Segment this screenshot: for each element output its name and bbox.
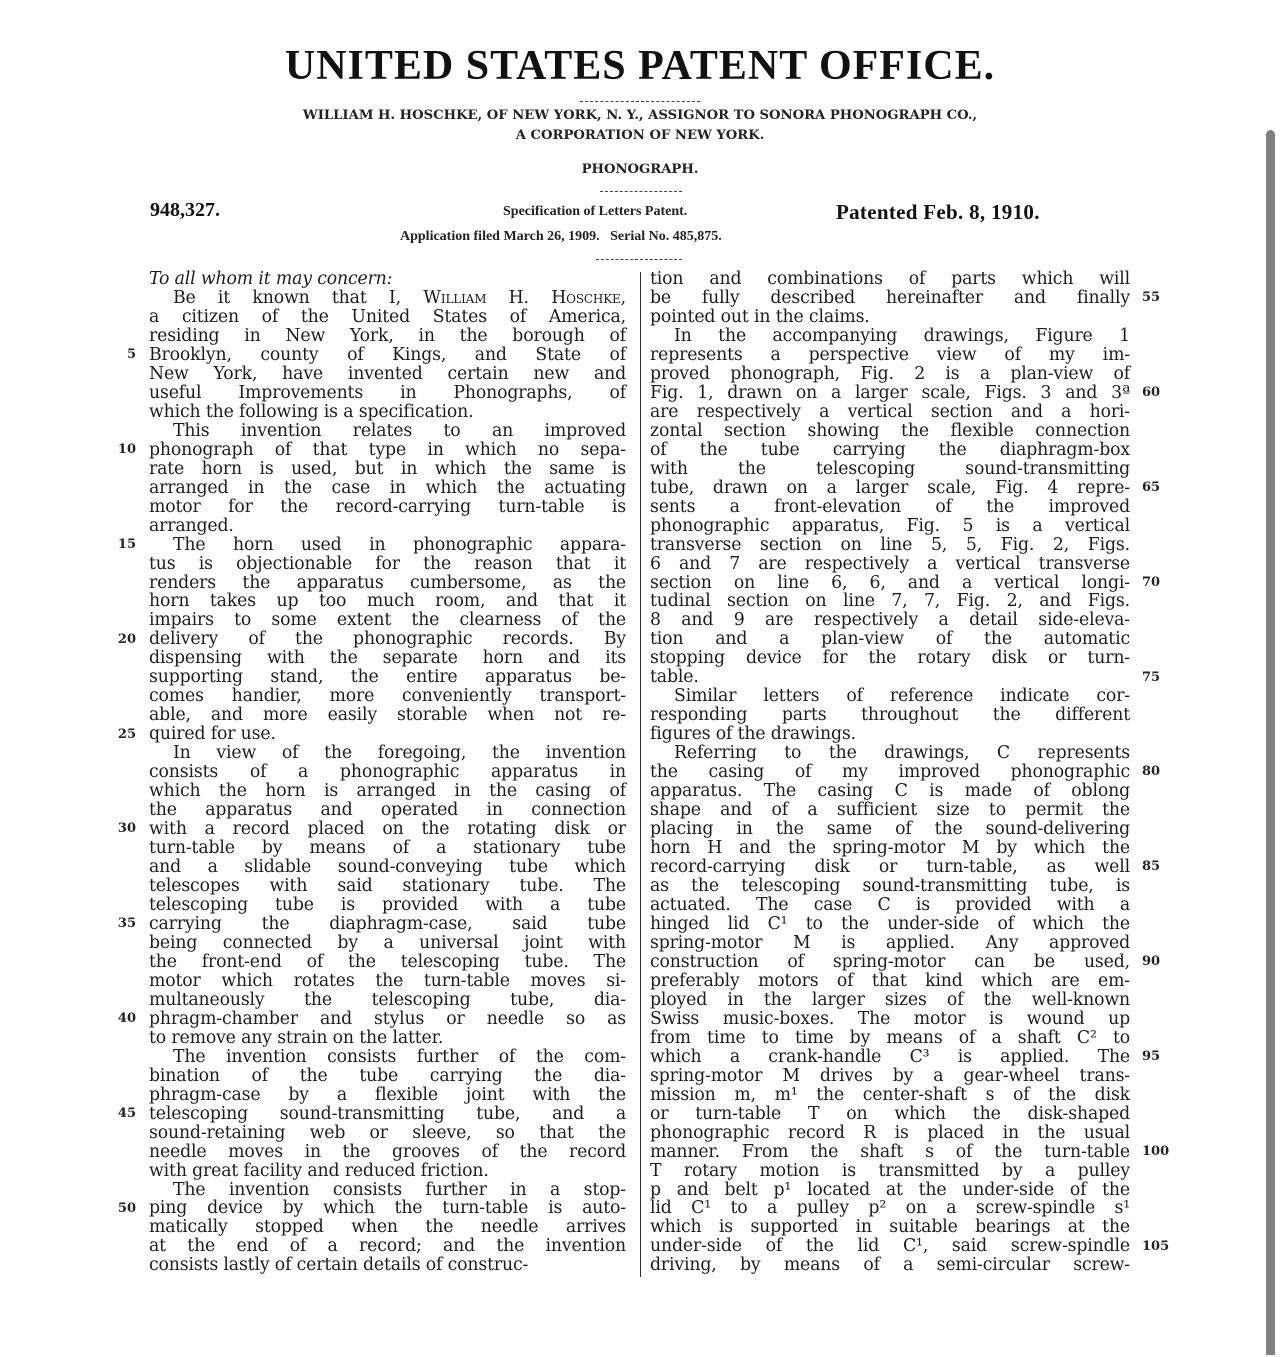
text-line: of the tube carrying the diaphragm-box — [650, 439, 1130, 460]
line-number: 85 — [1142, 859, 1161, 875]
text-line: phonograph of that type in which no sepa- — [149, 439, 626, 460]
text-line: multaneously the telescoping tube, dia- — [149, 989, 626, 1010]
text-line: sents a front-elevation of the improved — [650, 496, 1130, 517]
text-line: horn takes up too much room, and that it — [149, 591, 626, 612]
office-title: UNITED STATES PATENT OFFICE. — [284, 43, 996, 89]
text-line: manner. From the shaft s of the turn-table — [650, 1141, 1130, 1162]
subject-rule — [600, 191, 682, 192]
text-line: renders the apparatus cumbersome, as the — [149, 572, 626, 593]
text-line: tus is objectionable for the reason that it — [149, 553, 626, 574]
text-line: phragm-case by a flexible joint with the — [149, 1084, 626, 1105]
text-line: which a crank-handle C³ is applied. The — [650, 1046, 1130, 1067]
patented-date: Patented Feb. 8, 1910. — [836, 200, 1040, 224]
text-line: lid C¹ to a pulley p² on a screw-spindle s¹ — [650, 1198, 1130, 1219]
text-line: rate horn is used, but in which the same is — [149, 458, 626, 479]
text-line: needle moves in the grooves of the record — [149, 1141, 626, 1162]
line-number: 50 — [117, 1201, 136, 1217]
text-line: tudinal section on line 7, 7, Fig. 2, and Figs. — [650, 591, 1130, 612]
text-line: the casing of my improved phonographic — [650, 762, 1130, 783]
text-line: bination of the tube carrying the dia- — [149, 1065, 626, 1086]
text-line: Similar letters of reference indicate cor- — [674, 686, 1130, 707]
text-line: In view of the foregoing, the invention — [173, 743, 626, 764]
text-line: quired for use. — [149, 724, 276, 745]
text-line: with the telescoping sound-transmitting — [650, 458, 1130, 479]
text-line: T rotary motion is transmitted by a pulley — [650, 1160, 1130, 1181]
text-line: consists of a phonographic apparatus in — [149, 762, 626, 783]
text-line: The invention consists further of the com- — [173, 1046, 626, 1067]
text-line: carrying the diaphragm-case, said tube — [149, 913, 626, 934]
subject-title: PHONOGRAPH. — [581, 162, 699, 177]
corporation-line: A CORPORATION OF NEW YORK. — [515, 128, 765, 143]
text-line: or turn-table T on which the disk-shaped — [650, 1103, 1130, 1124]
text-line: impairs to some extent the clearness of the — [149, 610, 626, 631]
text-line: actuated. The case C is provided with a — [650, 894, 1130, 915]
line-number: 40 — [117, 1011, 136, 1027]
text-line: ployed in the larger sizes of the well-known — [650, 989, 1130, 1010]
text-line: be fully described hereinafter and finally — [650, 287, 1130, 308]
text-line: In the accompanying drawings, Figure 1 — [674, 325, 1130, 346]
text-line: tion and a plan-view of the automatic — [650, 629, 1130, 650]
text-line: represents a perspective view of my im- — [650, 344, 1130, 365]
text-line: which is supported in suitable bearings at the — [650, 1217, 1130, 1238]
text-line: and a slidable sound-conveying tube which — [149, 857, 626, 878]
text-line: residing in New York, in the borough of — [149, 325, 626, 346]
text-line: useful Improvements in Phonographs, of — [149, 382, 626, 403]
line-number: 10 — [117, 441, 136, 457]
inventor-name: William H. Hoschke — [423, 287, 621, 308]
text-line: p and belt p¹ located at the under-side of the — [650, 1179, 1130, 1200]
text-line: the front-end of the telescoping tube. The — [149, 951, 626, 972]
text-line: arranged. — [149, 515, 234, 536]
text-line: proved phonograph, Fig. 2 is a plan-view of — [650, 363, 1130, 384]
line-number: 75 — [1142, 669, 1161, 685]
text-line: driving, by means of a semi-circular screw- — [650, 1255, 1130, 1276]
text-line: a citizen of the United States of America, — [149, 306, 626, 327]
text-line: hinged lid C¹ to the under-side of which the — [650, 913, 1130, 934]
text-line: Be it known that I, William H. Hoschke, — [173, 287, 627, 308]
text-line: able, and more easily storable when not re- — [149, 705, 626, 726]
inventor-line: WILLIAM H. HOSCHKE, OF NEW YORK, N. Y., ASSIGNOR TO SONORA PHONOGRAPH CO., — [302, 108, 978, 123]
text-line: horn H and the spring-motor M by which the — [650, 838, 1130, 859]
text-line: sound-retaining web or sleeve, so that the — [149, 1122, 626, 1143]
text-line: The horn used in phonographic appara- — [173, 534, 626, 555]
header-bottom-rule — [596, 259, 682, 260]
line-number: 80 — [1142, 764, 1161, 780]
text-line: telescopes with said stationary tube. The — [149, 876, 626, 896]
text-line: motor which rotates the turn-table moves si- — [149, 970, 626, 991]
line-number: 70 — [1142, 574, 1161, 590]
text-line: to remove any strain on the latter. — [149, 1027, 444, 1048]
text-line: at the end of a record; and the invention — [149, 1236, 626, 1257]
application-filed: Application filed March 26, 1909. Serial No. 485,875. — [400, 229, 722, 244]
text-line: spring-motor M drives by a gear-wheel trans- — [650, 1065, 1130, 1086]
right-column-text — [650, 270, 1130, 1275]
text-line: being connected by a universal joint with — [149, 932, 626, 953]
text-line: Brooklyn, county of Kings, and State of — [149, 344, 626, 365]
text-line: pointed out in the claims. — [650, 306, 870, 327]
text-line: zontal section showing the flexible connection — [650, 420, 1130, 441]
text-line: Swiss music-boxes. The motor is wound up — [650, 1008, 1130, 1029]
text-line: section on line 6, 6, and a vertical longi- — [650, 572, 1130, 593]
text-line: telescoping sound-transmitting tube, and a — [149, 1103, 626, 1124]
text-line: apparatus. The casing C is made of oblong — [650, 781, 1130, 802]
text-line: This invention relates to an improved — [173, 420, 626, 441]
text-line: responding parts throughout the different — [650, 705, 1130, 726]
text-line: delivery of the phonographic records. By — [149, 629, 626, 650]
text-line: the apparatus and operated in connection — [149, 800, 626, 821]
text-line: placing in the same of the sound-delivering — [650, 819, 1130, 840]
text-line: transverse section on line 5, 5, Fig. 2, Figs. — [650, 534, 1130, 555]
specification-label: Specification of Letters Patent. — [503, 204, 688, 219]
text-line: with great facility and reduced friction. — [149, 1160, 489, 1181]
text-line: consists lastly of certain details of construc- — [149, 1255, 529, 1276]
left-column-text — [149, 270, 626, 1275]
text-line: construction of spring-motor can be used, — [650, 951, 1130, 972]
text-line: figures of the drawings. — [650, 724, 856, 745]
line-number: 100 — [1142, 1144, 1170, 1160]
text-line: matically stopped when the needle arrives — [149, 1217, 626, 1238]
text-line: phonographic record R is placed in the usual — [650, 1122, 1130, 1143]
line-number: 35 — [117, 916, 136, 932]
line-number: 105 — [1142, 1238, 1170, 1254]
text-line: motor for the record-carrying turn-table is — [149, 496, 626, 517]
text-line: mission m, m¹ the center-shaft s of the disk — [650, 1084, 1130, 1105]
text-line: tube, drawn on a larger scale, Fig. 4 repre- — [650, 477, 1130, 498]
text-line: The invention consists further in a stop- — [173, 1179, 626, 1200]
text-line: which the horn is arranged in the casing of — [149, 781, 626, 802]
text-line: with a record placed on the rotating disk or — [149, 819, 626, 840]
line-number: 90 — [1142, 954, 1161, 970]
text-line: supporting stand, the entire apparatus be- — [149, 667, 626, 688]
text-line: as the telescoping sound-transmitting tube, is — [650, 876, 1130, 896]
text-line: Fig. 1, drawn on a larger scale, Figs. 3 and 3ª — [650, 382, 1130, 403]
line-number: 25 — [117, 726, 136, 742]
text-line: Referring to the drawings, C represents — [674, 743, 1130, 764]
line-number: 30 — [117, 821, 136, 837]
text-line: telescoping tube is provided with a tube — [149, 894, 626, 915]
text-line: To all whom it may concern: — [149, 269, 393, 289]
text-line: arranged in the case in which the actuating — [149, 477, 626, 498]
text-line: are respectively a vertical section and a hori- — [650, 401, 1130, 422]
text-line: record-carrying disk or turn-table, as well — [650, 857, 1130, 878]
line-number: 15 — [117, 536, 136, 552]
text-line: phonographic apparatus, Fig. 5 is a vertical — [650, 515, 1130, 536]
text-line: under-side of the lid C¹, said screw-spindle — [650, 1236, 1130, 1257]
text-line: turn-table by means of a stationary tube — [149, 838, 626, 859]
line-number: 65 — [1142, 479, 1161, 495]
text-line: New York, have invented certain new and — [149, 363, 626, 384]
line-number: 95 — [1142, 1049, 1161, 1065]
column-divider — [640, 272, 641, 1277]
text-line: spring-motor M is applied. Any approved — [650, 932, 1130, 953]
text-line: 6 and 7 are respectively a vertical transverse — [650, 553, 1130, 574]
text-line: from time to time by means of a shaft C² to — [650, 1027, 1130, 1048]
text-line: which the following is a specification. — [149, 401, 474, 422]
line-number: 20 — [117, 631, 136, 647]
text-line: ping device by which the turn-table is auto- — [149, 1198, 626, 1219]
text-line: preferably motors of that kind which are em- — [650, 970, 1130, 991]
title-rule — [580, 101, 700, 102]
text-line: shape and of a sufficient size to permit the — [650, 800, 1130, 821]
line-number: 55 — [1142, 289, 1161, 305]
line-number: 5 — [126, 346, 136, 362]
line-number: 45 — [117, 1106, 136, 1122]
text-line: dispensing with the separate horn and its — [149, 648, 626, 669]
text-line: stopping device for the rotary disk or turn- — [650, 648, 1130, 669]
patent-number: 948,327. — [150, 199, 220, 221]
text-line: comes handier, more conveniently transport- — [149, 686, 626, 707]
text-line: tion and combinations of parts which will — [650, 269, 1130, 289]
text-line: 8 and 9 are respectively a detail side-eleva- — [650, 610, 1130, 631]
vertical-scrollbar[interactable] — [1266, 130, 1275, 1355]
line-number: 60 — [1142, 384, 1161, 400]
text-line: table. — [650, 667, 699, 688]
text-line: phragm-chamber and stylus or needle so as — [149, 1008, 626, 1029]
